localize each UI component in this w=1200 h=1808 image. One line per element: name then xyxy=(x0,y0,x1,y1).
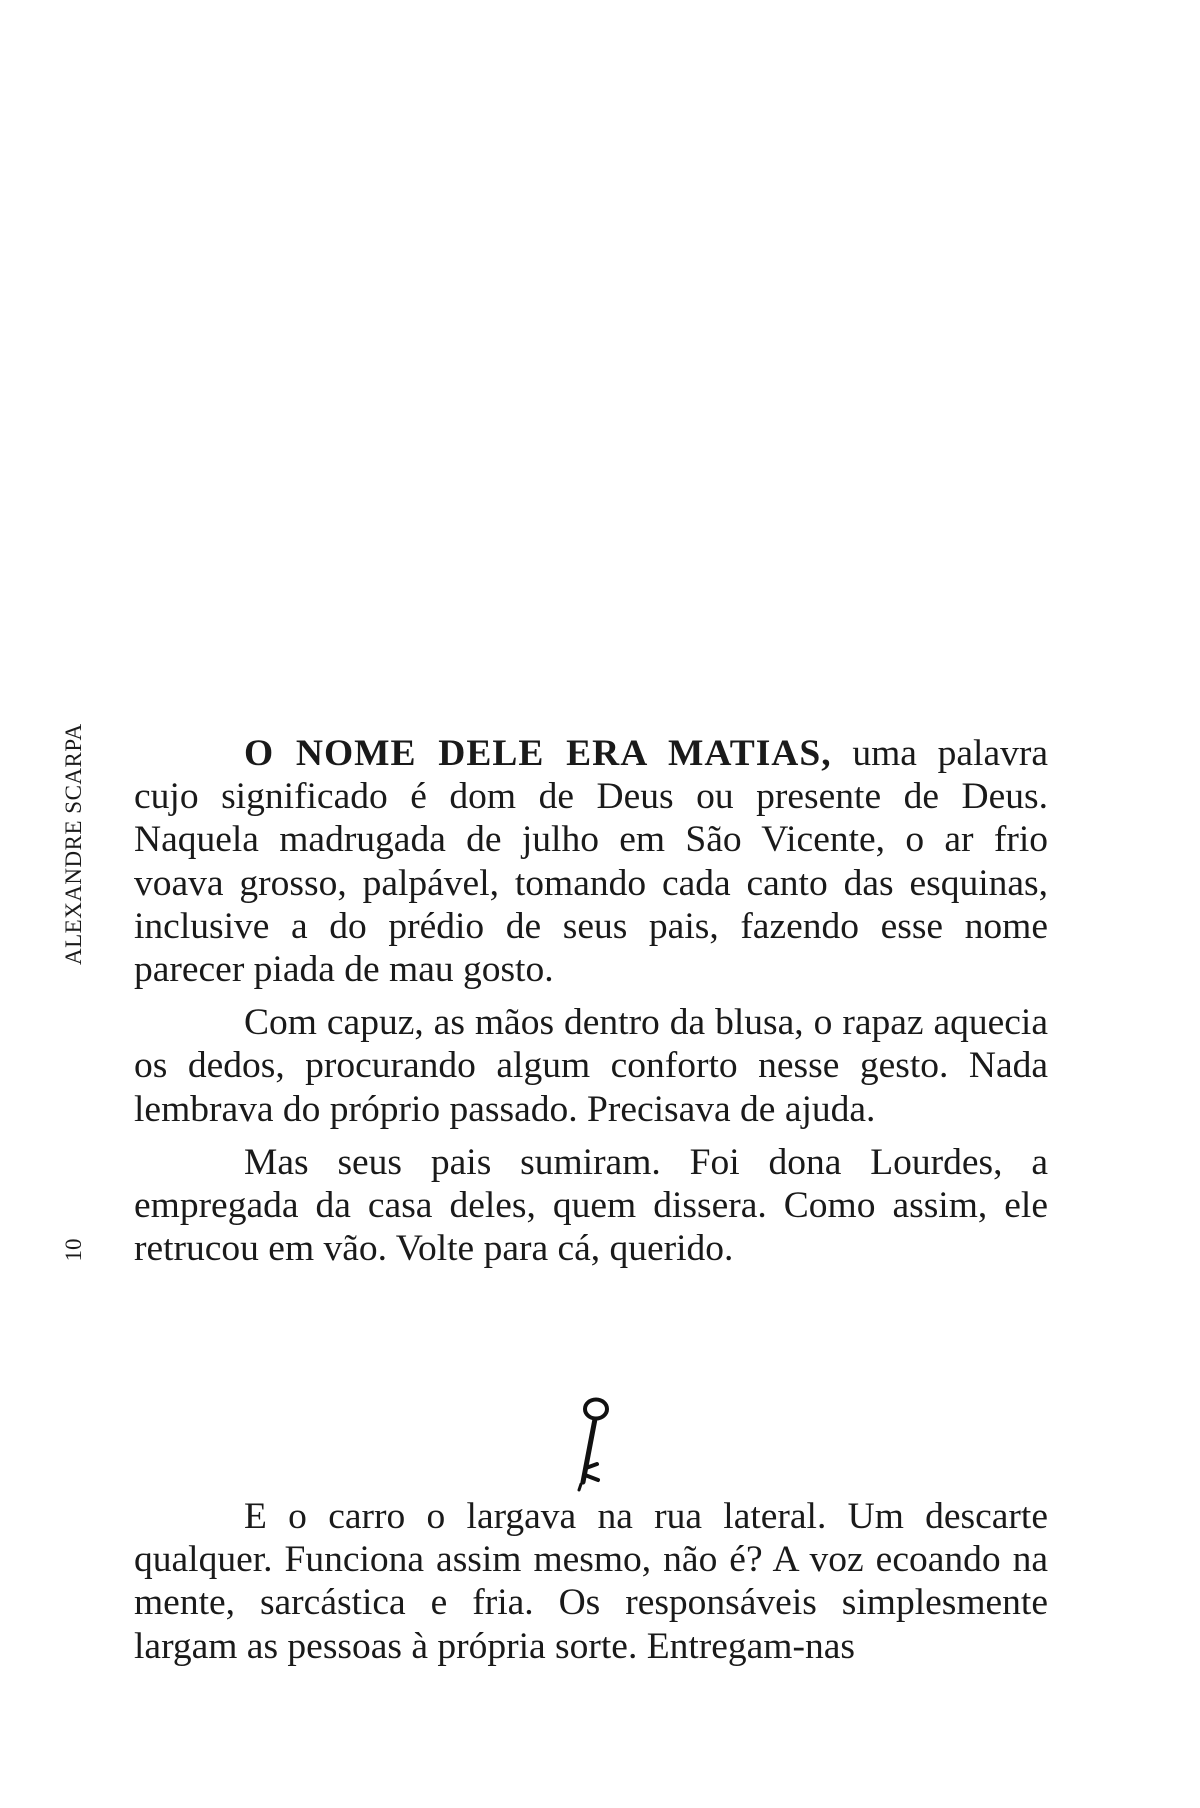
paragraph-1 xyxy=(134,732,1048,991)
running-head-author: ALEXANDRE SCARPA xyxy=(61,723,86,965)
text-block-lower xyxy=(134,1495,1048,1668)
paragraph-3: Mas seus pais sumiram. Foi dona Lourdes, a empregada da casa deles, quem dissera. Como assim, ele retrucou em vão. Volte para cá, querido. xyxy=(134,1141,1048,1270)
text-block-upper xyxy=(134,732,1048,1270)
chapter-opening-words: O NOME DELE ERA MATIAS, xyxy=(244,733,832,774)
key-icon xyxy=(562,1396,632,1492)
paragraph-2: Com capuz, as mãos dentro da blusa, o rapaz aquecia os dedos, procurando algum conforto nesse gesto. Nada lembrava do próprio passado. Precisava de ajuda. xyxy=(134,1002,1048,1130)
paragraph-4: E o carro o largava na rua lateral. Um descarte qualquer. Funciona assim mesmo, não é? A voz ecoando na mente, sarcástica e fria. Os responsáveis simplesmente largam as pessoas à própria sorte. Entregam-nas xyxy=(134,1496,1048,1667)
paragraph-1-text: uma palavra cujo significado é dom de Deus ou presente de Deus. Naquela madrugada de julho em São Vicente, o ar frio voava grosso, palpável, tomando cada canto das esquinas, inclusive a do prédio de seus pais, fazendo esse nome parecer piada de mau gosto. xyxy=(134,733,1048,991)
page-number: 10 xyxy=(61,1238,86,1262)
